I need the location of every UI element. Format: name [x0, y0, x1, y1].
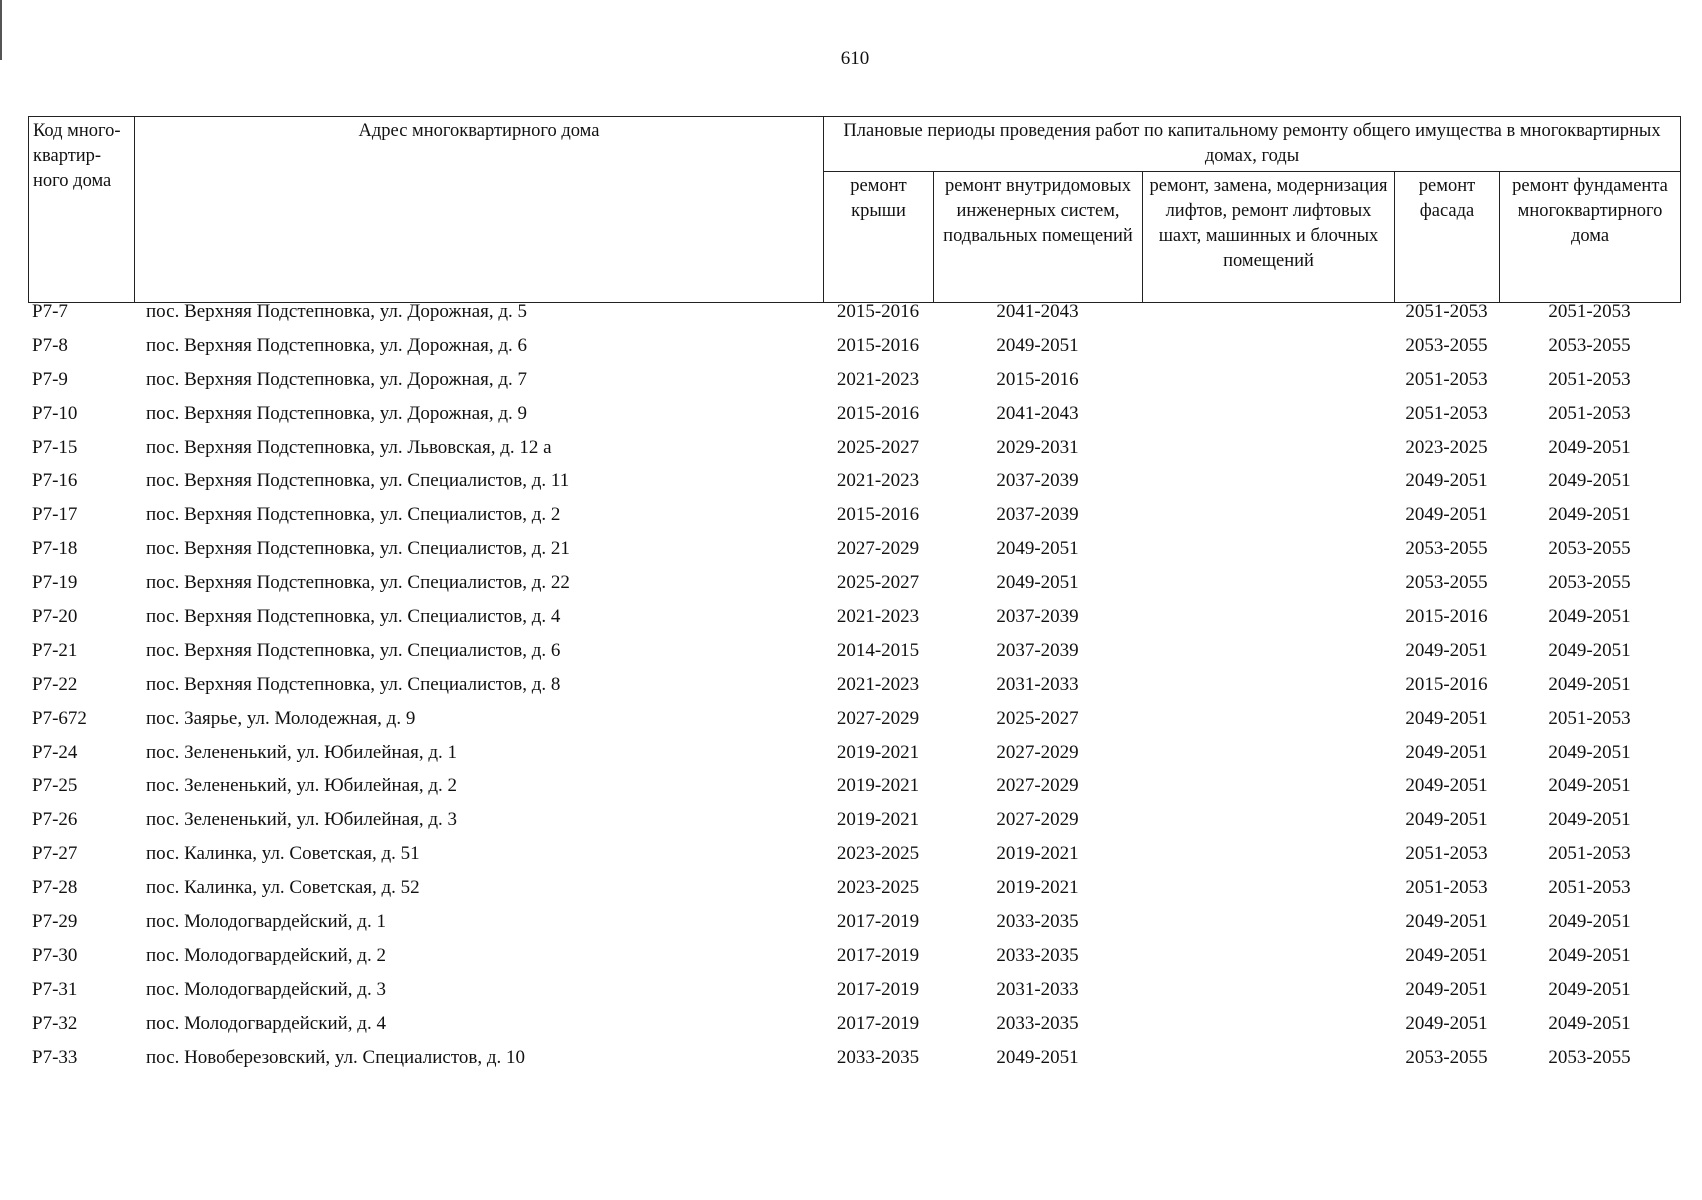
cell-foundation: 2049-2051	[1548, 1012, 1631, 1034]
table-row	[28, 978, 1680, 1012]
cell-facade: 2053-2055	[1405, 538, 1488, 560]
cell-facade: 2049-2051	[1405, 978, 1488, 1000]
cell-engineering: 2049-2051	[996, 1046, 1079, 1068]
table-row	[28, 707, 1680, 741]
cell-facade: 2049-2051	[1405, 1012, 1488, 1034]
cell-engineering: 2037-2039	[996, 470, 1079, 492]
cell-facade: 2049-2051	[1405, 470, 1488, 492]
cell-address: пос. Зелененький, ул. Юбилейная, д. 1	[146, 741, 458, 763]
cell-foundation: 2051-2053	[1548, 301, 1631, 322]
header-engineering: ремонт внутридомовых инженерных систем, подвальных помещений	[934, 172, 1143, 303]
table-row	[28, 368, 1680, 402]
cell-facade: 2049-2051	[1405, 639, 1488, 661]
cell-code: Р7-17	[32, 504, 78, 526]
cell-address: пос. Верхняя Подстепновка, ул. Специалистов, д. 4	[146, 606, 561, 628]
table-row	[28, 1046, 1680, 1080]
cell-elevators	[1142, 842, 1394, 876]
cell-address: пос. Новоберезовский, ул. Специалистов, д. 10	[146, 1046, 526, 1068]
cell-roof: 2021-2023	[836, 368, 920, 390]
cell-foundation: 2051-2053	[1548, 707, 1631, 729]
cell-roof: 2019-2021	[836, 809, 920, 831]
cell-elevators	[1142, 503, 1394, 537]
cell-elevators	[1142, 537, 1394, 571]
cell-address: пос. Молодогвардейский, д. 2	[146, 944, 386, 966]
cell-roof: 2027-2029	[836, 707, 920, 729]
cell-engineering: 2049-2051	[996, 334, 1079, 356]
cell-roof: 2017-2019	[836, 1012, 920, 1034]
table-row	[28, 300, 1680, 334]
table-row	[28, 334, 1680, 368]
cell-facade: 2049-2051	[1405, 809, 1488, 831]
cell-facade: 2049-2051	[1405, 775, 1488, 797]
cell-roof: 2021-2023	[836, 673, 920, 695]
cell-code: Р7-25	[32, 775, 78, 797]
cell-elevators	[1142, 808, 1394, 842]
cell-code: Р7-24	[32, 741, 78, 763]
cell-elevators	[1142, 1012, 1394, 1046]
cell-foundation: 2049-2051	[1548, 978, 1631, 1000]
cell-address: пос. Верхняя Подстепновка, ул. Специалистов, д. 22	[146, 572, 570, 594]
cell-facade: 2051-2053	[1405, 843, 1488, 865]
cell-facade: 2051-2053	[1405, 402, 1488, 424]
cell-elevators	[1142, 1046, 1394, 1080]
cell-facade: 2023-2025	[1405, 436, 1488, 458]
cell-roof: 2023-2025	[836, 843, 920, 865]
cell-facade: 2051-2053	[1405, 877, 1488, 899]
cell-engineering: 2019-2021	[996, 843, 1079, 865]
cell-elevators	[1142, 334, 1394, 368]
cell-roof: 2021-2023	[836, 470, 920, 492]
cell-code: Р7-26	[32, 809, 78, 831]
cell-foundation: 2049-2051	[1548, 639, 1631, 661]
cell-foundation: 2049-2051	[1548, 470, 1631, 492]
cell-code: Р7-8	[32, 334, 68, 356]
cell-engineering: 2041-2043	[996, 301, 1079, 322]
cell-roof: 2021-2023	[836, 606, 920, 628]
cell-address: пос. Калинка, ул. Советская, д. 51	[146, 843, 420, 865]
cell-code: Р7-16	[32, 470, 78, 492]
cell-elevators	[1142, 741, 1394, 775]
cell-engineering: 2037-2039	[996, 606, 1079, 628]
cell-engineering: 2027-2029	[996, 741, 1079, 763]
table-row	[28, 673, 1680, 707]
cell-foundation: 2049-2051	[1548, 775, 1631, 797]
cell-roof: 2019-2021	[836, 741, 920, 763]
cell-engineering: 2037-2039	[996, 504, 1079, 526]
cell-elevators	[1142, 300, 1394, 334]
cell-elevators	[1142, 368, 1394, 402]
cell-foundation: 2053-2055	[1548, 1046, 1631, 1068]
cell-foundation: 2049-2051	[1548, 436, 1631, 458]
cell-facade: 2015-2016	[1405, 673, 1488, 695]
cell-elevators	[1142, 469, 1394, 503]
cell-elevators	[1142, 673, 1394, 707]
cell-elevators	[1142, 774, 1394, 808]
cell-code: Р7-10	[32, 402, 78, 424]
cell-engineering: 2031-2033	[996, 978, 1079, 1000]
cell-code: Р7-31	[32, 978, 78, 1000]
table-row	[28, 876, 1680, 910]
table-row	[28, 571, 1680, 605]
cell-code: Р7-29	[32, 911, 78, 933]
cell-roof: 2033-2035	[836, 1046, 920, 1068]
cell-code: Р7-32	[32, 1012, 78, 1034]
cell-engineering: 2025-2027	[996, 707, 1079, 729]
table-row	[28, 436, 1680, 470]
cell-engineering: 2033-2035	[996, 911, 1079, 933]
cell-roof: 2017-2019	[836, 944, 920, 966]
cell-code: Р7-7	[32, 301, 68, 322]
cell-roof: 2025-2027	[836, 572, 920, 594]
cell-code: Р7-9	[32, 368, 68, 390]
cell-address: пос. Верхняя Подстепновка, ул. Дорожная, д. 5	[146, 301, 528, 322]
table-row	[28, 469, 1680, 503]
header-roof: ремонт крыши	[824, 172, 934, 303]
cell-address: пос. Верхняя Подстепновка, ул. Специалистов, д. 11	[146, 470, 570, 492]
cell-engineering: 2037-2039	[996, 639, 1079, 661]
cell-facade: 2051-2053	[1405, 301, 1488, 322]
cell-foundation: 2049-2051	[1548, 911, 1631, 933]
cell-foundation: 2053-2055	[1548, 572, 1631, 594]
table-header	[28, 116, 1681, 303]
cell-code: Р7-27	[32, 843, 78, 865]
cell-elevators	[1142, 876, 1394, 910]
cell-foundation: 2051-2053	[1548, 402, 1631, 424]
table-row	[28, 605, 1680, 639]
cell-roof: 2017-2019	[836, 911, 920, 933]
header-facade: ремонт фасада	[1395, 172, 1500, 303]
cell-facade: 2015-2016	[1405, 606, 1488, 628]
table-row	[28, 1012, 1680, 1046]
cell-facade: 2049-2051	[1405, 911, 1488, 933]
header-address: Адрес многоквартирного дома	[135, 117, 824, 303]
cell-code: Р7-15	[32, 436, 78, 458]
cell-engineering: 2033-2035	[996, 1012, 1079, 1034]
cell-address: пос. Молодогвардейский, д. 4	[146, 1012, 386, 1034]
cell-facade: 2053-2055	[1405, 334, 1488, 356]
cell-address: пос. Верхняя Подстепновка, ул. Дорожная, д. 9	[146, 402, 528, 424]
cell-foundation: 2049-2051	[1548, 809, 1631, 831]
cell-code: Р7-20	[32, 606, 78, 628]
cell-facade: 2049-2051	[1405, 944, 1488, 966]
cell-foundation: 2049-2051	[1548, 606, 1631, 628]
header-foundation: ремонт фундамента многоквартирного дома	[1500, 172, 1681, 303]
cell-elevators	[1142, 944, 1394, 978]
cell-engineering: 2041-2043	[996, 402, 1079, 424]
cell-foundation: 2051-2053	[1548, 368, 1631, 390]
cell-address: пос. Молодогвардейский, д. 3	[146, 978, 386, 1000]
table-rows	[28, 300, 1680, 1079]
cell-code: Р7-28	[32, 877, 78, 899]
cell-facade: 2049-2051	[1405, 504, 1488, 526]
cell-elevators	[1142, 402, 1394, 436]
cell-elevators	[1142, 571, 1394, 605]
cell-code: Р7-30	[32, 944, 78, 966]
page-number: 610	[840, 48, 870, 69]
header-periods-group: Плановые периоды проведения работ по капитальному ремонту общего имущества в многоквартирных домах, годы	[824, 117, 1681, 172]
header-code: Код много-квартир-ного дома	[29, 117, 135, 303]
cell-foundation: 2051-2053	[1548, 877, 1631, 899]
cell-address: пос. Зелененький, ул. Юбилейная, д. 3	[146, 809, 458, 831]
table-row	[28, 910, 1680, 944]
cell-foundation: 2053-2055	[1548, 334, 1631, 356]
cell-elevators	[1142, 436, 1394, 470]
table-row	[28, 639, 1680, 673]
cell-address: пос. Заярье, ул. Молодежная, д. 9	[146, 707, 416, 729]
table-row	[28, 808, 1680, 842]
table-row	[28, 944, 1680, 978]
cell-address: пос. Верхняя Подстепновка, ул. Специалистов, д. 8	[146, 673, 561, 695]
cell-address: пос. Зелененький, ул. Юбилейная, д. 2	[146, 775, 458, 797]
cell-engineering: 2049-2051	[996, 572, 1079, 594]
table-row	[28, 842, 1680, 876]
cell-address: пос. Верхняя Подстепновка, ул. Специалистов, д. 2	[146, 504, 561, 526]
cell-roof: 2017-2019	[836, 978, 920, 1000]
table-row	[28, 402, 1680, 436]
cell-address: пос. Верхняя Подстепновка, ул. Дорожная, д. 7	[146, 368, 528, 390]
table-row	[28, 537, 1680, 571]
cell-roof: 2015-2016	[836, 301, 920, 322]
table-row	[28, 741, 1680, 775]
cell-elevators	[1142, 639, 1394, 673]
cell-facade: 2053-2055	[1405, 1046, 1488, 1068]
cell-elevators	[1142, 978, 1394, 1012]
cell-code: Р7-22	[32, 673, 78, 695]
header-elevators: ремонт, замена, модернизация лифтов, ремонт лифтовых шахт, машинных и блочных помещений	[1143, 172, 1395, 303]
cell-facade: 2051-2053	[1405, 368, 1488, 390]
cell-elevators	[1142, 910, 1394, 944]
cell-code: Р7-672	[32, 707, 87, 729]
cell-code: Р7-33	[32, 1046, 78, 1068]
cell-address: пос. Верхняя Подстепновка, ул. Специалистов, д. 6	[146, 639, 561, 661]
cell-roof: 2027-2029	[836, 538, 920, 560]
cell-engineering: 2049-2051	[996, 538, 1079, 560]
cell-address: пос. Верхняя Подстепновка, ул. Львовская, д. 12 а	[146, 436, 552, 458]
cell-roof: 2025-2027	[836, 436, 920, 458]
cell-facade: 2053-2055	[1405, 572, 1488, 594]
cell-engineering: 2019-2021	[996, 877, 1079, 899]
cell-facade: 2049-2051	[1405, 707, 1488, 729]
cell-foundation: 2053-2055	[1548, 538, 1631, 560]
cell-foundation: 2049-2051	[1548, 504, 1631, 526]
cell-engineering: 2033-2035	[996, 944, 1079, 966]
table-row	[28, 774, 1680, 808]
table-row	[28, 503, 1680, 537]
cell-roof: 2015-2016	[836, 334, 920, 356]
cell-code: Р7-18	[32, 538, 78, 560]
cell-address: пос. Верхняя Подстепновка, ул. Специалистов, д. 21	[146, 538, 570, 560]
cell-code: Р7-21	[32, 639, 78, 661]
cell-roof: 2019-2021	[836, 775, 920, 797]
table-body	[28, 300, 1680, 1079]
cell-address: пос. Молодогвардейский, д. 1	[146, 911, 386, 933]
cell-roof: 2014-2015	[836, 639, 920, 661]
cell-engineering: 2031-2033	[996, 673, 1079, 695]
cell-engineering: 2015-2016	[996, 368, 1079, 390]
cell-elevators	[1142, 605, 1394, 639]
cell-address: пос. Калинка, ул. Советская, д. 52	[146, 877, 420, 899]
cell-foundation: 2049-2051	[1548, 944, 1631, 966]
cell-elevators	[1142, 707, 1394, 741]
cell-engineering: 2029-2031	[996, 436, 1079, 458]
cell-engineering: 2027-2029	[996, 809, 1079, 831]
cell-roof: 2015-2016	[836, 504, 920, 526]
cell-roof: 2015-2016	[836, 402, 920, 424]
cell-roof: 2023-2025	[836, 877, 920, 899]
cell-address: пос. Верхняя Подстепновка, ул. Дорожная, д. 6	[146, 334, 528, 356]
cell-engineering: 2027-2029	[996, 775, 1079, 797]
cell-foundation: 2051-2053	[1548, 843, 1631, 865]
cell-foundation: 2049-2051	[1548, 673, 1631, 695]
cell-facade: 2049-2051	[1405, 741, 1488, 763]
cell-code: Р7-19	[32, 572, 78, 594]
cell-foundation: 2049-2051	[1548, 741, 1631, 763]
